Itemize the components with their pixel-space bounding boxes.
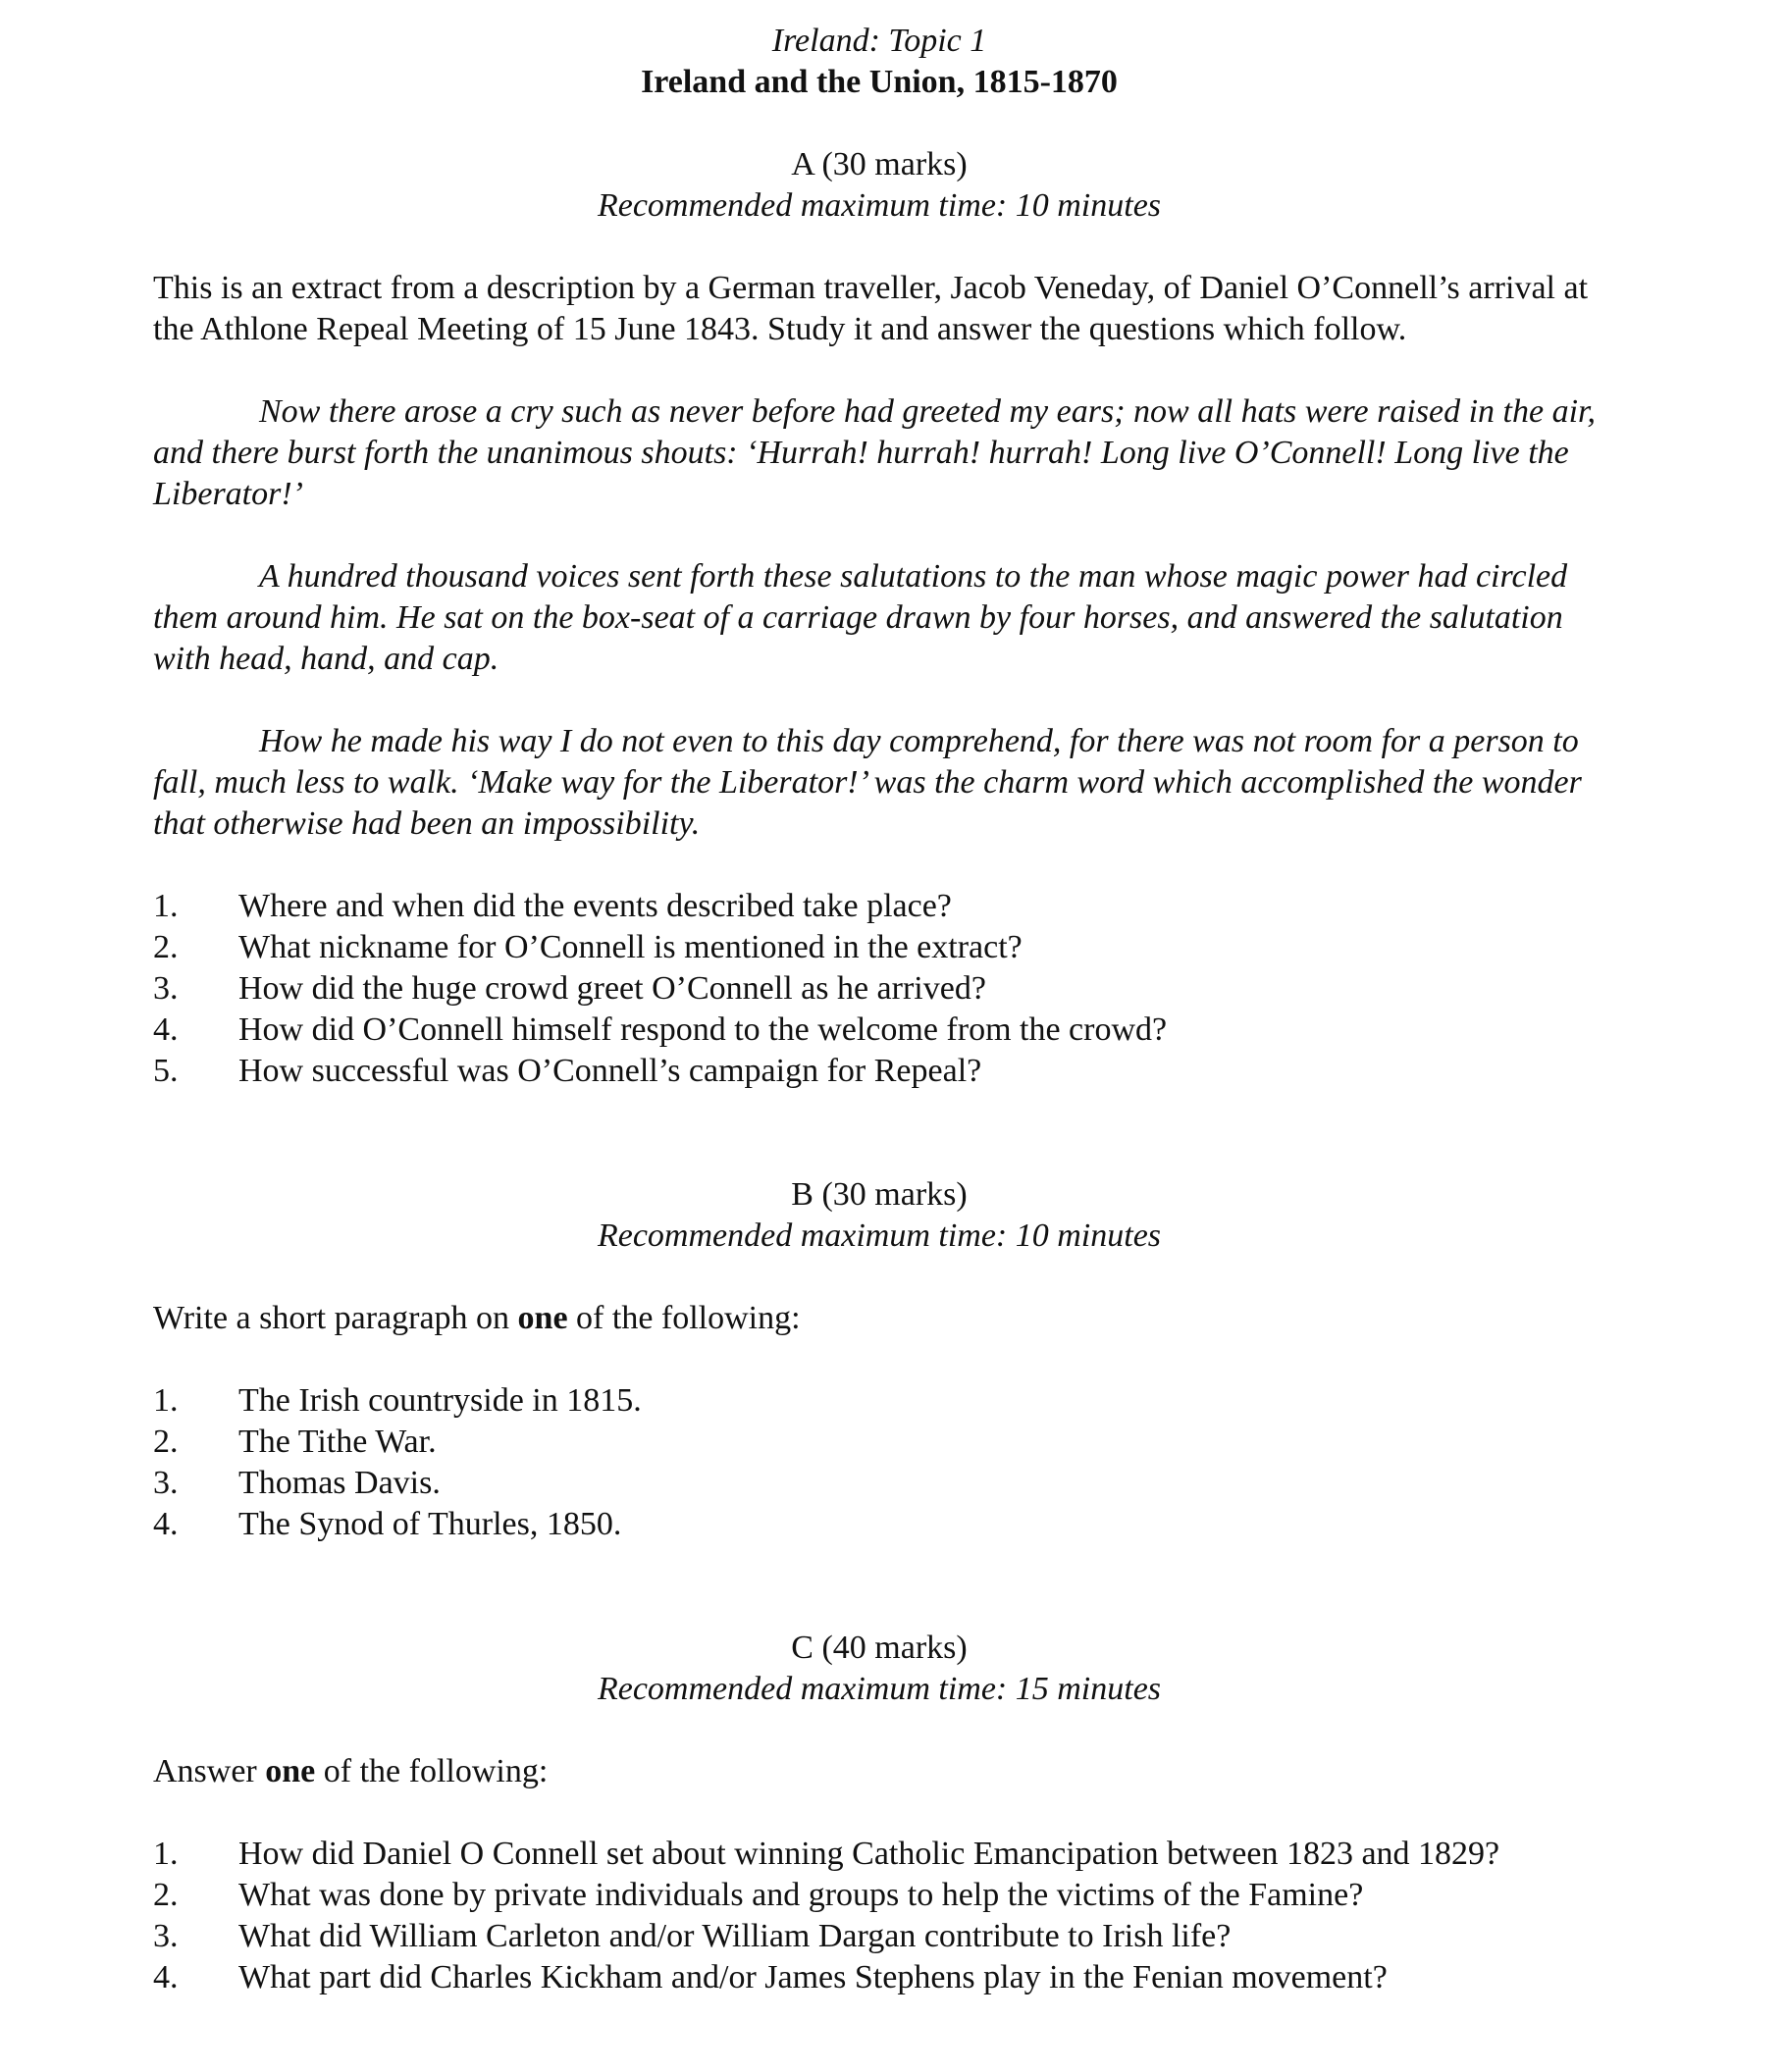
question-number: 2. xyxy=(153,929,179,965)
instruction-emphasis: one xyxy=(265,1753,316,1789)
question-text: What part did Charles Kickham and/or James Stephens play in the Fenian movement? xyxy=(238,1959,1388,1995)
question-text: What nickname for O’Connell is mentioned in the extract? xyxy=(238,929,1023,965)
extract-paragraph-3: How he made his way I do not even to this day comprehend, for there was not room for a person to fall, much less to walk. ‘Make way for the Liberator!’ was the charm word which accomplished the wonder that otherwise had been an impossibility. xyxy=(153,723,1582,842)
list-item xyxy=(153,1010,1605,1051)
list-item xyxy=(153,968,1605,1010)
question-number: 1. xyxy=(153,1382,179,1419)
question-number: 2. xyxy=(153,1424,179,1460)
question-number: 4. xyxy=(153,1011,179,1048)
extract-paragraph-2: A hundred thousand voices sent forth these salutations to the man whose magic power had circled them around him. He sat on the box-seat of a carriage drawn by four horses, and answered the salutation with head, hand, and cap. xyxy=(153,558,1568,677)
instruction-text: Answer xyxy=(153,1753,266,1789)
list-item xyxy=(153,1463,1605,1504)
instruction-text: Write a short paragraph on xyxy=(153,1300,518,1336)
page-title: Ireland and the Union, 1815-1870 xyxy=(641,64,1118,100)
list-item xyxy=(153,1380,1605,1422)
section-a-intro: This is an extract from a description by a German traveller, Jacob Veneday, of Daniel O’Connell’s arrival at the Athlone Repeal Meeting of 15 June 1843. Study it and answer the questions which follow. xyxy=(153,270,1589,347)
question-number: 1. xyxy=(153,1836,179,1872)
section-a-time: Recommended maximum time: 10 minutes xyxy=(597,187,1162,224)
section-c-instruction xyxy=(153,1751,1605,1792)
section-a xyxy=(153,144,1605,1092)
list-item xyxy=(153,1422,1605,1463)
section-c-time: Recommended maximum time: 15 minutes xyxy=(597,1671,1162,1707)
section-a-questions xyxy=(153,886,1605,1092)
question-text: How did O’Connell himself respond to the welcome from the crowd? xyxy=(238,1011,1168,1048)
list-item xyxy=(153,1916,1605,1957)
question-number: 1. xyxy=(153,888,179,924)
question-number: 5. xyxy=(153,1053,179,1089)
list-item xyxy=(153,1957,1605,1998)
instruction-emphasis: one xyxy=(517,1300,568,1336)
question-text: What was done by private individuals and groups to help the victims of the Famine? xyxy=(238,1877,1364,1913)
instruction-text: of the following: xyxy=(567,1300,801,1336)
section-b-heading: B (30 marks) xyxy=(791,1176,968,1213)
topic-label: Ireland: Topic 1 xyxy=(771,23,987,59)
section-c-heading: C (40 marks) xyxy=(791,1630,968,1666)
question-text: How successful was O’Connell’s campaign for Repeal? xyxy=(238,1053,982,1089)
instruction-text: of the following: xyxy=(315,1753,549,1789)
question-text: How did Daniel O Connell set about winning Catholic Emancipation between 1823 and 1829? xyxy=(238,1836,1500,1872)
section-c xyxy=(153,1628,1605,1998)
question-number: 4. xyxy=(153,1506,179,1542)
list-item xyxy=(153,1834,1605,1875)
question-text: What did William Carleton and/or William Dargan contribute to Irish life? xyxy=(238,1918,1232,1954)
page-content xyxy=(153,21,1605,1998)
question-text: The Synod of Thurles, 1850. xyxy=(238,1506,622,1542)
question-text: Where and when did the events described take place? xyxy=(238,888,952,924)
list-item xyxy=(153,927,1605,968)
question-text: Thomas Davis. xyxy=(238,1465,441,1501)
section-b-items xyxy=(153,1380,1605,1545)
list-item xyxy=(153,1504,1605,1545)
section-b-time: Recommended maximum time: 10 minutes xyxy=(597,1217,1162,1254)
question-text: How did the huge crowd greet O’Connell as he arrived? xyxy=(238,970,986,1007)
list-item xyxy=(153,1051,1605,1092)
list-item xyxy=(153,886,1605,927)
question-number: 4. xyxy=(153,1959,179,1995)
question-number: 2. xyxy=(153,1877,179,1913)
question-number: 3. xyxy=(153,1918,179,1954)
section-a-heading: A (30 marks) xyxy=(791,146,968,182)
question-number: 3. xyxy=(153,970,179,1007)
extract-paragraph-1: Now there arose a cry such as never before had greeted my ears; now all hats were raised in the air, and there burst forth the unanimous shouts: ‘Hurrah! hurrah! hurrah! Long live O’Connell! Long live the Liberator!’ xyxy=(153,393,1596,512)
section-c-items xyxy=(153,1834,1605,1998)
list-item xyxy=(153,1875,1605,1916)
section-b-instruction xyxy=(153,1298,1605,1339)
question-text: The Tithe War. xyxy=(238,1424,437,1460)
question-number: 3. xyxy=(153,1465,179,1501)
section-b xyxy=(153,1174,1605,1545)
question-text: The Irish countryside in 1815. xyxy=(238,1382,642,1419)
